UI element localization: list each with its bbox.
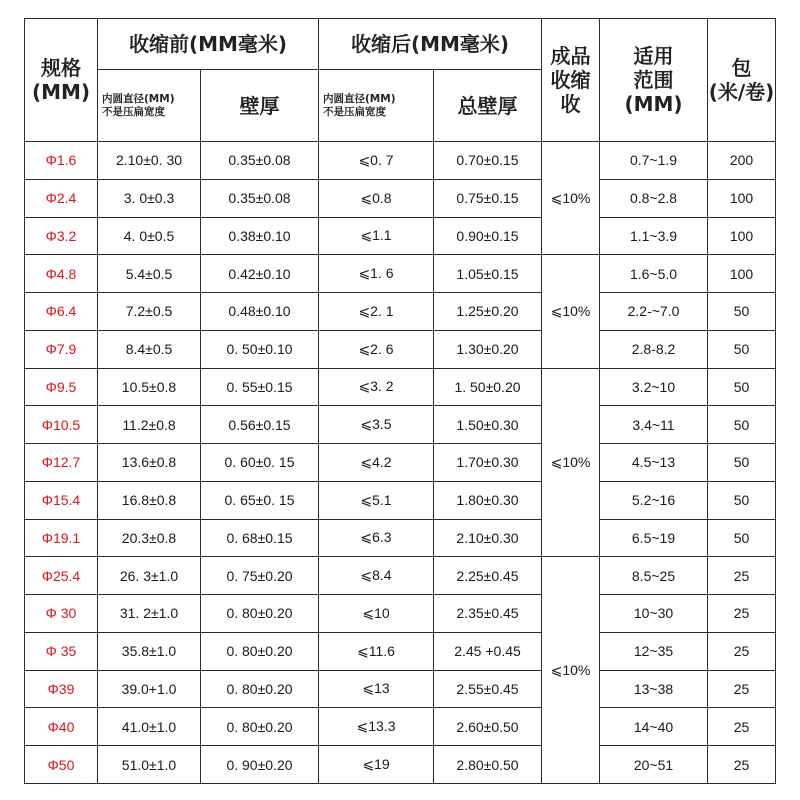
pack-cell: 50 (708, 519, 776, 557)
header-inner-diameter-line: 内圆直径(MM) (102, 92, 175, 105)
header-spec-line: 规格 (41, 56, 81, 80)
pack-cell: 100 (708, 255, 776, 293)
range-cell: 14~40 (600, 708, 708, 746)
spec-cell: Φ7.9 (25, 330, 98, 368)
before-wall-cell: 0.35±0.08 (201, 142, 319, 180)
table-row (25, 142, 776, 180)
before-inner-diameter-cell: 5.4±0.5 (98, 255, 201, 293)
range-cell: 5.2~16 (600, 481, 708, 519)
before-wall-cell: 0. 50±0.10 (201, 330, 319, 368)
before-wall-cell: 0. 80±0.20 (201, 670, 319, 708)
header-inner-diameter-after-line: 不是压扁宽度 (323, 105, 386, 118)
before-inner-diameter-cell: 11.2±0.8 (98, 406, 201, 444)
after-total-wall-cell: 1. 50±0.20 (434, 368, 542, 406)
spec-cell: Φ12.7 (25, 444, 98, 482)
spec-cell: Φ 35 (25, 632, 98, 670)
header-spec-line: (MM) (31, 80, 91, 104)
after-inner-diameter-cell: ⩽19 (319, 746, 434, 784)
header-range-line: (MM) (624, 92, 683, 116)
before-inner-diameter-cell: 51.0±1.0 (98, 746, 201, 784)
after-inner-diameter-cell: ⩽6.3 (319, 519, 434, 557)
after-inner-diameter-cell: ⩽0.8 (319, 179, 434, 217)
table-row (25, 330, 776, 368)
after-total-wall-cell: 0.75±0.15 (434, 179, 542, 217)
table-row (25, 406, 776, 444)
pack-cell: 25 (708, 670, 776, 708)
before-wall-cell: 0. 80±0.20 (201, 595, 319, 633)
before-wall-cell: 0.48±0.10 (201, 293, 319, 331)
header-pack-line: 包 (731, 56, 752, 80)
after-inner-diameter-cell: ⩽10 (319, 595, 434, 633)
after-inner-diameter-cell: ⩽0. 7 (319, 142, 434, 180)
range-cell: 3.4~11 (600, 406, 708, 444)
pack-cell: 25 (708, 632, 776, 670)
spec-cell: Φ 30 (25, 595, 98, 633)
header-after: 收缩后(MM毫米) (319, 19, 542, 70)
table-row (25, 670, 776, 708)
after-total-wall-cell: 1.70±0.30 (434, 444, 542, 482)
before-wall-cell: 0.42±0.10 (201, 255, 319, 293)
pack-cell: 25 (708, 595, 776, 633)
before-inner-diameter-cell: 20.3±0.8 (98, 519, 201, 557)
table-row (25, 255, 776, 293)
spec-cell: Φ4.8 (25, 255, 98, 293)
table-row (25, 746, 776, 784)
header-inner-diameter (98, 70, 201, 142)
pack-cell: 100 (708, 217, 776, 255)
shrink-rate-cell: ⩽10% (542, 142, 600, 255)
spec-cell: Φ40 (25, 708, 98, 746)
table-row (25, 519, 776, 557)
header-total-wall: 总壁厚 (434, 70, 542, 142)
before-inner-diameter-cell: 2.10±0. 30 (98, 142, 201, 180)
before-inner-diameter-cell: 4. 0±0.5 (98, 217, 201, 255)
table-row (25, 595, 776, 633)
spec-cell: Φ19.1 (25, 519, 98, 557)
after-inner-diameter-cell: ⩽2. 1 (319, 293, 434, 331)
after-inner-diameter-cell: ⩽5.1 (319, 481, 434, 519)
before-wall-cell: 0. 55±0.15 (201, 368, 319, 406)
spec-cell: Φ25.4 (25, 557, 98, 595)
spec-cell: Φ6.4 (25, 293, 98, 331)
before-inner-diameter-cell: 35.8±1.0 (98, 632, 201, 670)
pack-cell: 25 (708, 708, 776, 746)
header-row-1 (25, 19, 776, 70)
after-total-wall-cell: 1.80±0.30 (434, 481, 542, 519)
after-inner-diameter-cell: ⩽1. 6 (319, 255, 434, 293)
before-wall-cell: 0. 80±0.20 (201, 632, 319, 670)
after-inner-diameter-cell: ⩽13.3 (319, 708, 434, 746)
after-inner-diameter-cell: ⩽8.4 (319, 557, 434, 595)
pack-cell: 25 (708, 557, 776, 595)
table-row (25, 217, 776, 255)
header-range-line: 适用 (633, 44, 674, 68)
range-cell: 4.5~13 (600, 444, 708, 482)
before-inner-diameter-cell: 16.8±0.8 (98, 481, 201, 519)
shrink-rate-cell: ⩽10% (542, 557, 600, 784)
spec-cell: Φ2.4 (25, 179, 98, 217)
table-row (25, 708, 776, 746)
after-total-wall-cell: 2.10±0.30 (434, 519, 542, 557)
spec-table (24, 18, 776, 784)
before-inner-diameter-cell: 3. 0±0.3 (98, 179, 201, 217)
before-wall-cell: 0. 90±0.20 (201, 746, 319, 784)
table-row (25, 293, 776, 331)
header-wall: 壁厚 (201, 70, 319, 142)
after-total-wall-cell: 2.25±0.45 (434, 557, 542, 595)
before-inner-diameter-cell: 41.0±1.0 (98, 708, 201, 746)
shrink-rate-cell: ⩽10% (542, 368, 600, 557)
header-range-line: 范围 (633, 68, 674, 92)
header-before: 收缩前(MM毫米) (98, 19, 319, 70)
after-total-wall-cell: 2.80±0.50 (434, 746, 542, 784)
after-total-wall-cell: 1.25±0.20 (434, 293, 542, 331)
after-total-wall-cell: 0.90±0.15 (434, 217, 542, 255)
spec-cell: Φ39 (25, 670, 98, 708)
range-cell: 1.6~5.0 (600, 255, 708, 293)
pack-cell: 100 (708, 179, 776, 217)
after-total-wall-cell: 2.60±0.50 (434, 708, 542, 746)
header-inner-diameter-after (319, 70, 434, 142)
pack-cell: 50 (708, 406, 776, 444)
before-wall-cell: 0. 68±0.15 (201, 519, 319, 557)
after-total-wall-cell: 2.45 +0.45 (434, 632, 542, 670)
before-wall-cell: 0.56±0.15 (201, 406, 319, 444)
pack-cell: 50 (708, 330, 776, 368)
spec-cell: Φ50 (25, 746, 98, 784)
shrink-rate-cell: ⩽10% (542, 255, 600, 368)
after-inner-diameter-cell: ⩽4.2 (319, 444, 434, 482)
after-inner-diameter-cell: ⩽3.5 (319, 406, 434, 444)
range-cell: 2.2-~7.0 (600, 293, 708, 331)
pack-cell: 50 (708, 368, 776, 406)
range-cell: 3.2~10 (600, 368, 708, 406)
after-total-wall-cell: 1.50±0.30 (434, 406, 542, 444)
before-inner-diameter-cell: 26. 3±1.0 (98, 557, 201, 595)
after-total-wall-cell: 2.35±0.45 (434, 595, 542, 633)
after-total-wall-cell: 0.70±0.15 (434, 142, 542, 180)
table-row (25, 444, 776, 482)
pack-cell: 25 (708, 746, 776, 784)
before-inner-diameter-cell: 8.4±0.5 (98, 330, 201, 368)
header-spec (25, 19, 98, 142)
header-shrink (542, 19, 600, 142)
after-inner-diameter-cell: ⩽3. 2 (319, 368, 434, 406)
header-inner-diameter-line: 不是压扁宽度 (102, 105, 165, 118)
range-cell: 10~30 (600, 595, 708, 633)
range-cell: 6.5~19 (600, 519, 708, 557)
spec-cell: Φ3.2 (25, 217, 98, 255)
header-pack (708, 19, 776, 142)
after-inner-diameter-cell: ⩽2. 6 (319, 330, 434, 368)
table-body (25, 142, 776, 784)
before-wall-cell: 0. 60±0. 15 (201, 444, 319, 482)
table-row (25, 632, 776, 670)
header-shrink-line: 收 (560, 92, 581, 116)
range-cell: 0.8~2.8 (600, 179, 708, 217)
after-total-wall-cell: 2.55±0.45 (434, 670, 542, 708)
header-shrink-line: 收缩 (550, 68, 591, 92)
spec-cell: Φ10.5 (25, 406, 98, 444)
table-row (25, 481, 776, 519)
range-cell: 12~35 (600, 632, 708, 670)
before-wall-cell: 0. 75±0.20 (201, 557, 319, 595)
range-cell: 8.5~25 (600, 557, 708, 595)
before-inner-diameter-cell: 13.6±0.8 (98, 444, 201, 482)
before-inner-diameter-cell: 10.5±0.8 (98, 368, 201, 406)
table-row (25, 179, 776, 217)
header-range (600, 19, 708, 142)
range-cell: 2.8-8.2 (600, 330, 708, 368)
range-cell: 0.7~1.9 (600, 142, 708, 180)
before-inner-diameter-cell: 31. 2±1.0 (98, 595, 201, 633)
before-wall-cell: 0.35±0.08 (201, 179, 319, 217)
before-inner-diameter-cell: 7.2±0.5 (98, 293, 201, 331)
header-inner-diameter-after-line: 内圆直径(MM) (323, 92, 396, 105)
range-cell: 20~51 (600, 746, 708, 784)
table-row (25, 368, 776, 406)
after-total-wall-cell: 1.30±0.20 (434, 330, 542, 368)
pack-cell: 50 (708, 481, 776, 519)
before-wall-cell: 0. 80±0.20 (201, 708, 319, 746)
after-total-wall-cell: 1.05±0.15 (434, 255, 542, 293)
after-inner-diameter-cell: ⩽13 (319, 670, 434, 708)
pack-cell: 50 (708, 293, 776, 331)
range-cell: 13~38 (600, 670, 708, 708)
header-pack-line: (米/卷) (708, 80, 775, 104)
table-row (25, 557, 776, 595)
after-inner-diameter-cell: ⩽11.6 (319, 632, 434, 670)
spec-cell: Φ1.6 (25, 142, 98, 180)
range-cell: 1.1~3.9 (600, 217, 708, 255)
header-shrink-line: 成品 (550, 44, 591, 68)
before-wall-cell: 0. 65±0. 15 (201, 481, 319, 519)
pack-cell: 50 (708, 444, 776, 482)
spec-cell: Φ9.5 (25, 368, 98, 406)
after-inner-diameter-cell: ⩽1.1 (319, 217, 434, 255)
spec-cell: Φ15.4 (25, 481, 98, 519)
before-wall-cell: 0.38±0.10 (201, 217, 319, 255)
pack-cell: 200 (708, 142, 776, 180)
before-inner-diameter-cell: 39.0+1.0 (98, 670, 201, 708)
